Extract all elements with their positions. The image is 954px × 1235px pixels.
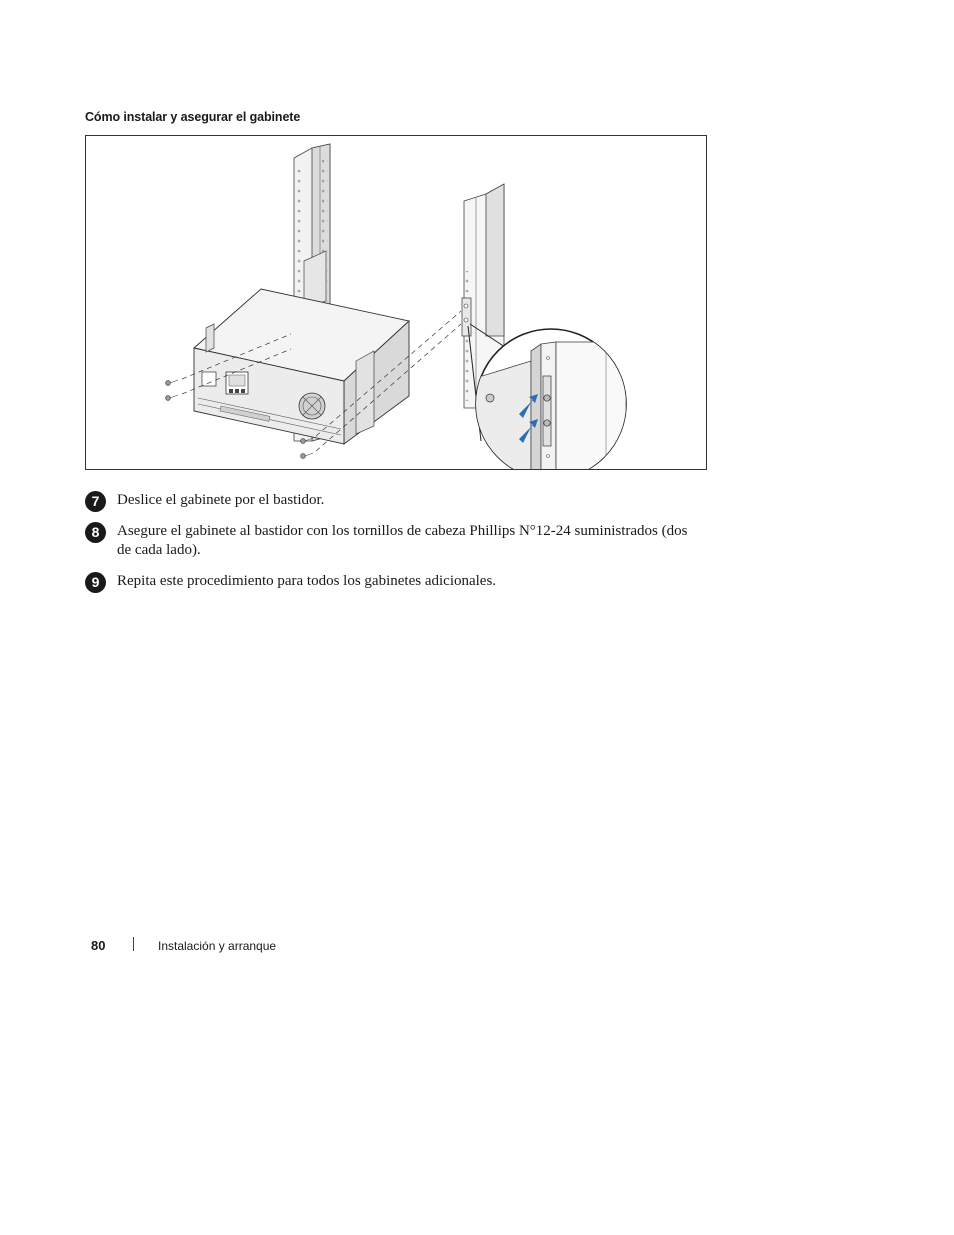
step-number-badge: 8	[85, 522, 106, 543]
footer-divider	[133, 937, 134, 951]
chapter-title: Instalación y arranque	[158, 939, 277, 953]
step-text: Deslice el gabinete por el bastidor.	[117, 492, 325, 508]
installation-figure	[85, 135, 707, 470]
step-7	[85, 491, 697, 512]
cabinet-illustration	[86, 136, 707, 470]
cabinet-unit	[194, 289, 409, 444]
step-number-badge: 7	[85, 491, 106, 512]
step-number-badge: 9	[85, 572, 106, 593]
page-number: 80	[91, 938, 106, 953]
figure-caption: Cómo instalar y asegurar el gabinete	[85, 110, 301, 124]
step-8	[85, 522, 697, 560]
step-text: Repita este procedimiento para todos los gabinetes adicionales.	[117, 573, 497, 589]
step-9	[85, 572, 697, 593]
step-text: Asegure el gabinete al bastidor con los tornillos de cabeza Phillips N°12-24 suministrados (dos de cada lado).	[117, 523, 688, 558]
